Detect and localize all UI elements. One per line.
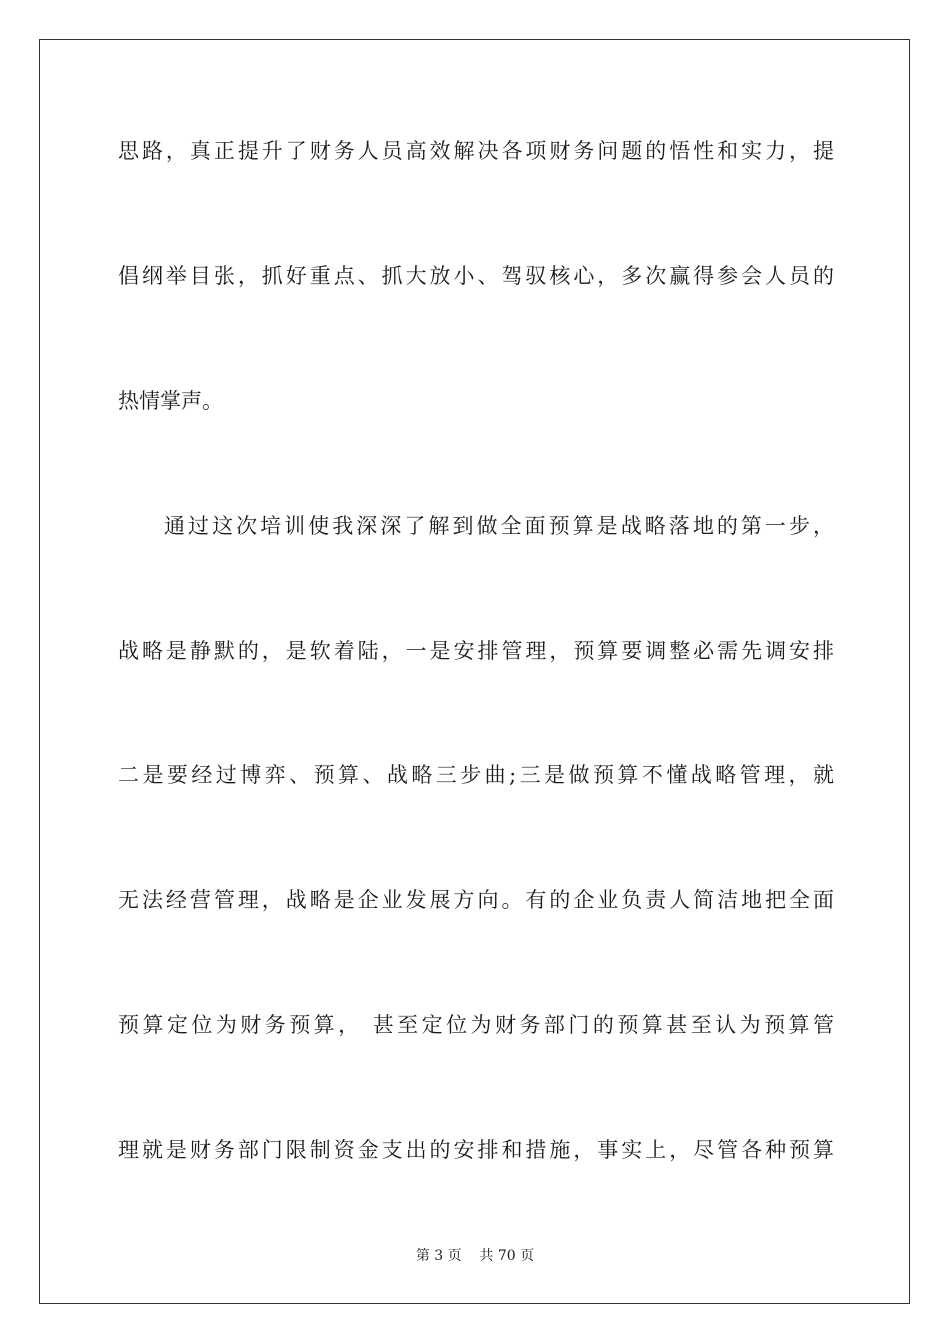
page-number-footer: 第 3 页 共 70 页 <box>415 1248 535 1264</box>
paragraph-first-line: 通过这次培训使我深深了解到做全面预算是战略落地的第一步， <box>164 514 834 538</box>
body-text-line: 二是要经过博弈、预算、战略三步曲;三是做预算不懂战略管理，就 <box>118 763 834 787</box>
body-text-line: 思路，真正提升了财务人员高效解决各项财务问题的悟性和实力，提 <box>118 139 834 163</box>
body-text-line: 热情掌声。 <box>118 389 223 413</box>
body-text-line: 战略是静默的，是软着陆，一是安排管理，预算要调整必需先调安排 <box>118 639 834 663</box>
body-text-line: 无法经营管理，战略是企业发展方向。有的企业负责人简洁地把全面 <box>118 888 834 912</box>
body-text-line: 理就是财务部门限制资金支出的安排和措施，事实上，尽管各种预算 <box>118 1138 834 1162</box>
page-border <box>39 39 910 1304</box>
body-text-line: 倡纲举目张，抓好重点、抓大放小、驾驭核心，多次赢得参会人员的 <box>118 264 834 288</box>
body-text-line: 预算定位为财务预算， 甚至定位为财务部门的预算甚至认为预算管 <box>118 1013 834 1037</box>
